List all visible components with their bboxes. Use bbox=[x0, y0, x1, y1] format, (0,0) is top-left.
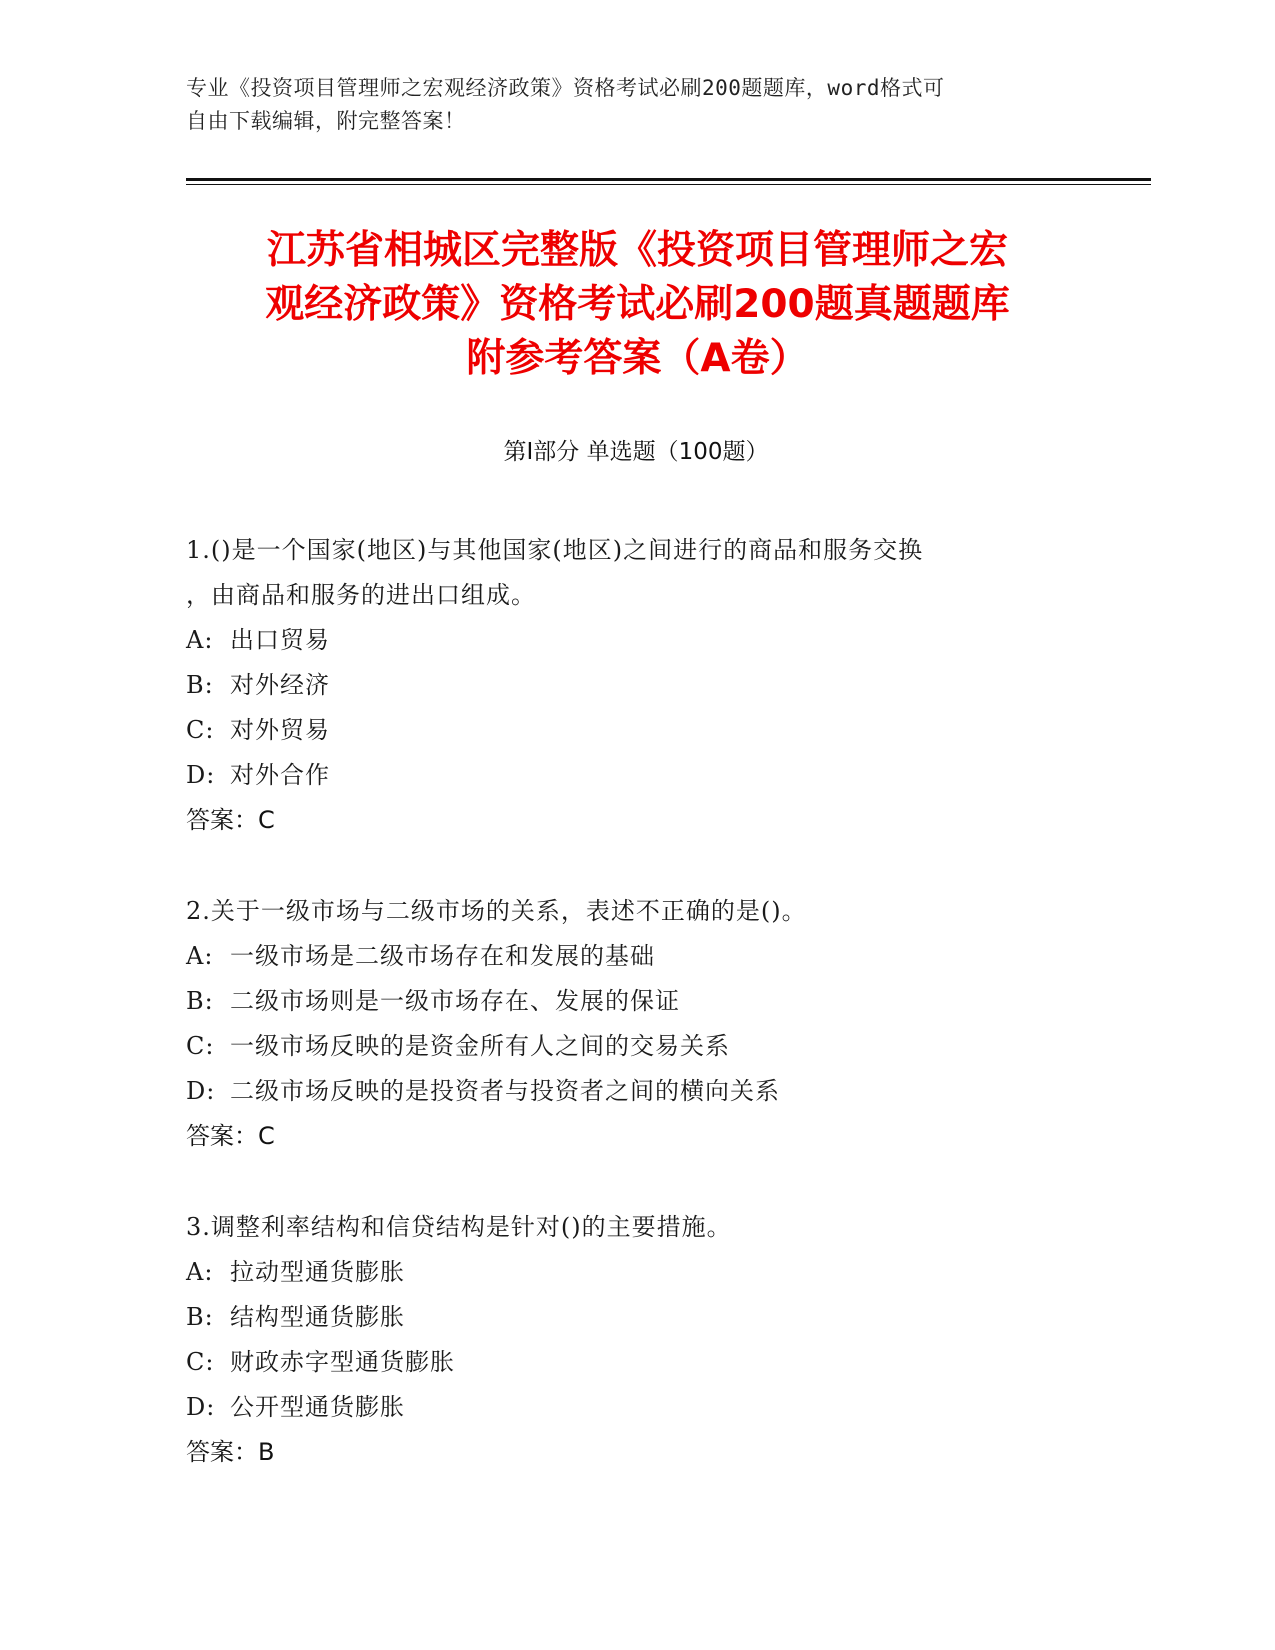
document-title bbox=[180, 224, 1095, 386]
question-stem: 1.()是一个国家(地区)与其他国家(地区)之间进行的商品和服务交换 bbox=[186, 536, 924, 564]
option-text: 拉动型通货膨胀 bbox=[230, 1258, 405, 1286]
option-key: A: bbox=[186, 626, 214, 654]
option-d bbox=[186, 1069, 1086, 1114]
option-text: 对外经济 bbox=[230, 671, 330, 699]
option-key: C: bbox=[186, 716, 215, 744]
option-a bbox=[186, 1250, 1086, 1295]
question-3 bbox=[186, 1205, 1086, 1475]
option-text: 出口贸易 bbox=[230, 626, 330, 654]
answer: 答案：C bbox=[186, 1122, 275, 1150]
option-key: B: bbox=[186, 671, 214, 699]
answer: 答案：C bbox=[186, 806, 275, 834]
answer: 答案：B bbox=[186, 1438, 275, 1466]
option-key: C: bbox=[186, 1348, 215, 1376]
option-b bbox=[186, 663, 1086, 708]
section-heading: 第Ⅰ部分 单选题（100题） bbox=[503, 439, 769, 465]
option-text: 二级市场则是一级市场存在、发展的保证 bbox=[230, 987, 680, 1015]
title-line-2: 观经济政策》资格考试必刷200题真题题库 bbox=[265, 282, 1010, 327]
option-text: 结构型通货膨胀 bbox=[230, 1303, 405, 1331]
option-text: 财政赤字型通货膨胀 bbox=[230, 1348, 455, 1376]
header-rule-thin bbox=[186, 184, 1151, 185]
option-text: 对外合作 bbox=[230, 761, 330, 789]
question-1 bbox=[186, 528, 1086, 843]
option-a bbox=[186, 934, 1086, 979]
option-key: B: bbox=[186, 1303, 214, 1331]
document-intro bbox=[186, 72, 1086, 138]
question-2 bbox=[186, 889, 1086, 1159]
question-stem: 3.调整利率结构和信贷结构是针对()的主要措施。 bbox=[186, 1213, 732, 1241]
title-line-1: 江苏省相城区完整版《投资项目管理师之宏 bbox=[266, 228, 1008, 273]
option-key: A: bbox=[186, 942, 214, 970]
option-key: C: bbox=[186, 1032, 215, 1060]
intro-line-1: 专业《投资项目管理师之宏观经济政策》资格考试必刷200题题库，word格式可 bbox=[186, 76, 945, 100]
option-text: 对外贸易 bbox=[230, 716, 330, 744]
question-list bbox=[186, 528, 1086, 1521]
question-stem: 2.关于一级市场与二级市场的关系，表述不正确的是()。 bbox=[186, 897, 807, 925]
option-text: 二级市场反映的是投资者与投资者之间的横向关系 bbox=[230, 1077, 780, 1105]
option-key: D: bbox=[186, 1393, 216, 1421]
option-d bbox=[186, 1385, 1086, 1430]
option-key: B: bbox=[186, 987, 214, 1015]
title-line-3: 附参考答案（A卷） bbox=[466, 336, 809, 381]
option-c bbox=[186, 1340, 1086, 1385]
option-key: D: bbox=[186, 1077, 216, 1105]
header-rule-thick bbox=[186, 178, 1151, 181]
option-c bbox=[186, 708, 1086, 753]
option-a bbox=[186, 618, 1086, 663]
option-key: D: bbox=[186, 761, 216, 789]
option-text: 一级市场反映的是资金所有人之间的交易关系 bbox=[230, 1032, 730, 1060]
option-d bbox=[186, 753, 1086, 798]
option-c bbox=[186, 1024, 1086, 1069]
option-b bbox=[186, 979, 1086, 1024]
option-b bbox=[186, 1295, 1086, 1340]
option-key: A: bbox=[186, 1258, 214, 1286]
intro-line-2: 自由下载编辑，附完整答案！ bbox=[186, 109, 466, 133]
option-text: 一级市场是二级市场存在和发展的基础 bbox=[230, 942, 655, 970]
question-stem-continued: ，由商品和服务的进出口组成。 bbox=[186, 581, 536, 609]
option-text: 公开型通货膨胀 bbox=[230, 1393, 405, 1421]
